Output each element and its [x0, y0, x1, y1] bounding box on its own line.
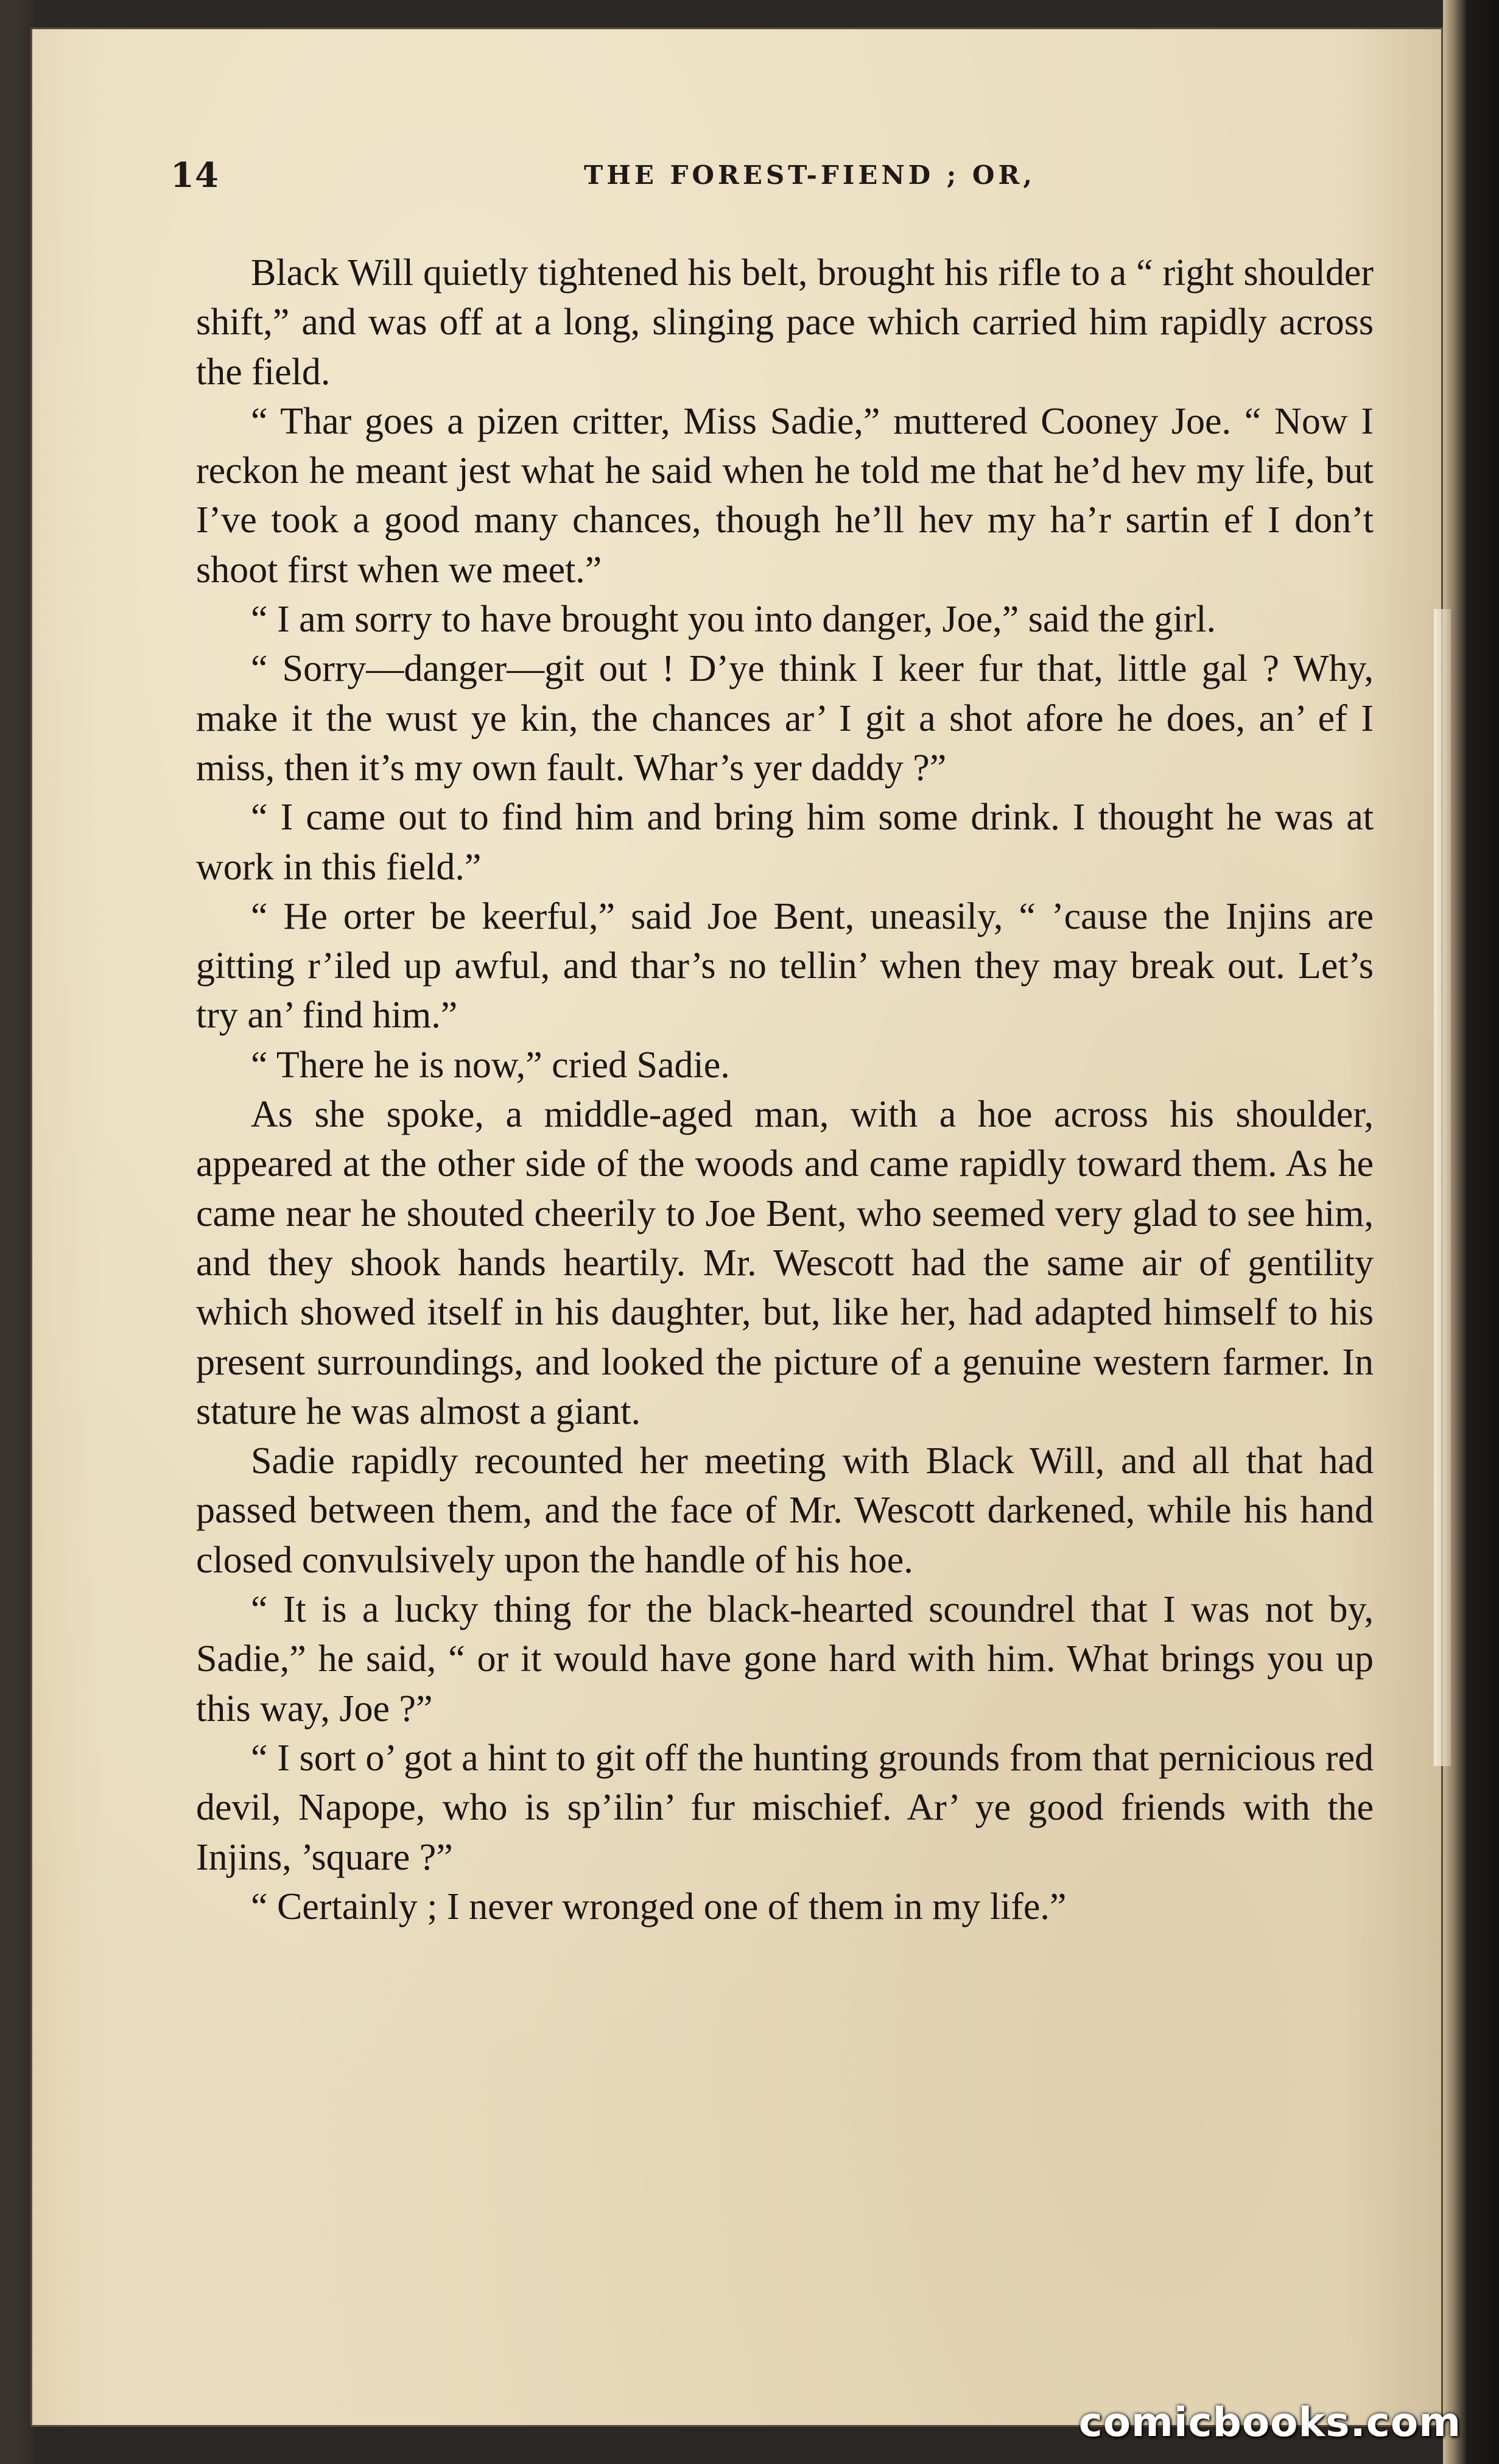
paragraph: “ Sorry—danger—git out ! D’ye think I keer fur that, little gal ? Why, make it the wust ye kin, the chances ar’ I git a shot afore he does, an’ ef I miss, then it’s my own fault. Whar’s yer daddy ?” [196, 648, 1374, 789]
paragraph: “ He orter be keerful,” said Joe Bent, uneasily, “ ’cause the Injins are gitting r’iled up awful, and thar’s no tellin’ when they may break out. Let’s try an’ find him.” [196, 895, 1374, 1037]
paragraph: “ Thar goes a pizen critter, Miss Sadie,” muttered Cooney Joe. “ Now I reckon he meant jest what he said when he told me that he’d hev my life, but I’ve took a good many chances, though he’ll hev my ha’r sartin ef I don’t shoot first when we meet.” [196, 400, 1374, 591]
running-head [170, 155, 1382, 204]
running-title: THE FOREST-FIEND ; OR, [583, 160, 1036, 190]
paragraph: As she spoke, a middle-aged man, with a hoe across his shoulder, appeared at the other side of the woods and came rapidly toward them. As he came near he shouted cheerily to Joe Bent, who seemed very glad to see him, and they shook hands heartily. Mr. Wescott had the same air of gentility which showed itself in his daughter, but, like her, had adapted himself to his present surroundings, and looked the picture of a genuine western farmer. In stature he was almost a giant. [196, 1094, 1374, 1432]
paragraph: “ It is a lucky thing for the black-hearted scoundrel that I was not by, Sadie,” he said, “ or it would have gone hard with him. What brings you up this way, Joe ?” [196, 1589, 1374, 1730]
paragraph: “ Certainly ; I never wronged one of them in my life.” [251, 1885, 1067, 1927]
page-edge-strip [1434, 609, 1451, 1766]
paragraph: Sadie rapidly recounted her meeting with Black Will, and all that had passed between them, and the face of Mr. Wescott darkened, while his hand closed convulsively upon the handle of his hoe. [196, 1440, 1374, 1581]
paragraph: “ I am sorry to have brought you into danger, Joe,” said the girl. [251, 599, 1216, 641]
watermark: comicbooks.com [1078, 2399, 1461, 2446]
page-number: 14 [170, 155, 219, 195]
paragraph: “ I came out to find him and bring him some drink. I thought he was at work in this field.” [196, 797, 1374, 888]
paragraph: Black Will quietly tightened his belt, brought his rifle to a “ right shoulder shift,” and was off at a long, slinging pace which carried him rapidly across the field. [196, 252, 1374, 393]
body-text [196, 248, 1374, 1932]
book-spine [1443, 0, 1499, 2464]
paragraph: “ There he is now,” cried Sadie. [251, 1044, 730, 1086]
paragraph: “ I sort o’ got a hint to git off the hunting grounds from that pernicious red devil, Napope, who is sp’ilin’ fur mischief. Ar’ ye good friends with the Injins, ’square ?” [196, 1737, 1374, 1878]
